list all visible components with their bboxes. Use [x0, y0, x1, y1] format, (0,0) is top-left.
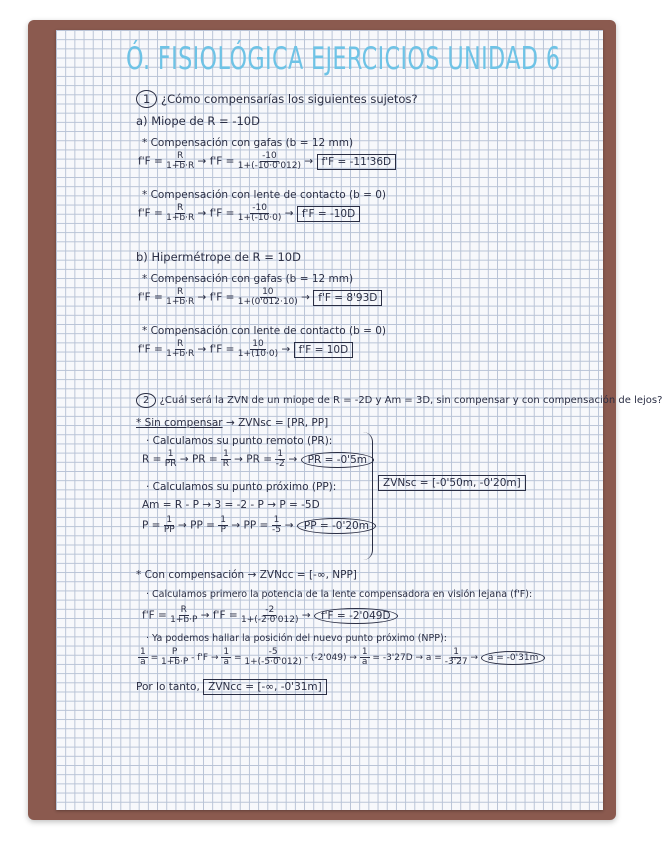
fraction	[238, 204, 282, 223]
fraction	[238, 340, 278, 359]
fraction	[221, 450, 231, 469]
formula-lhs: f'F =	[138, 291, 163, 304]
numerator: 1	[220, 515, 227, 525]
formula-part: = -3'27D → a =	[372, 653, 442, 663]
formula-row: f'F = $\frac{R}{1+b\cdot P}$ → f'F = $\frac{-2}{1+(-2\cdot 0'012)}$ → f'F = -2'049D	[142, 606, 398, 625]
conclusion-row	[136, 682, 327, 693]
zvn-sin-result: ZVNsc = [-0'50m, -0'20m]	[378, 475, 526, 491]
denominator: 1+(10·0)	[237, 349, 279, 359]
formula-part: - f'F →	[191, 653, 219, 663]
fraction	[275, 450, 285, 469]
formula-row: Am = R - P → 3 = -2 - P → P = -5D	[142, 499, 320, 511]
denominator: 1+b·R	[166, 297, 195, 307]
result-circle: f'F = -2'049D	[314, 608, 398, 624]
question-2	[136, 396, 662, 406]
denominator: 1+(-2·0'012)	[240, 615, 299, 625]
numerator: -2	[265, 605, 275, 615]
numerator: 1	[140, 647, 146, 657]
fraction	[221, 648, 231, 667]
question-text: ¿Cuál será la ZVN de un miope de R = -2D y Am = 3D, sin compensar y con compensación de lejos?	[159, 395, 662, 406]
denominator: R	[222, 459, 230, 469]
grid-paper-sheet	[56, 30, 662, 810]
fraction	[170, 606, 197, 625]
denominator: 1+b·P	[161, 657, 189, 667]
formula-row: f'F = $\frac{R}{1+b\cdot R}$ → f'F = $\frac{10}{1+(0'012\cdot 10)}$ → f'F = 8'93D	[138, 288, 382, 307]
case-row	[136, 418, 328, 429]
formula-row: P = $\frac{1}{PP}$ → PP = $\frac{1}{P}$ → PP = $\frac{1}{-5}$ → PP = -0'20m	[142, 516, 376, 535]
numerator: 1	[361, 647, 368, 657]
step-label: * Compensación con lente de contacto (b = 0)	[142, 189, 387, 201]
denominator: -3'27	[444, 657, 468, 667]
numerator: P	[171, 647, 178, 657]
formula-lhs: f'F =	[138, 207, 163, 220]
conclusion-label: Por lo tanto,	[136, 681, 200, 693]
case-label: * Sin compensar	[136, 417, 223, 429]
numerator: 1	[167, 449, 174, 459]
formula-row: f'F = $\frac{R}{1+b\cdot R}$ → f'F = $\frac{-10}{1+(-10\cdot 0)}$ → f'F = -10D	[138, 204, 360, 223]
denominator: 1+b·P	[170, 615, 198, 625]
formula-part: → PP =	[178, 519, 215, 532]
result-box: f'F = -10D	[297, 206, 360, 222]
denominator: PR	[164, 459, 177, 469]
denominator: -2	[275, 459, 285, 469]
formula-part: → PR =	[179, 453, 218, 466]
fraction	[360, 648, 370, 667]
formula-row: $\frac{1}{a}$ = $\frac{P}{1+b\cdot P}$ - f'F → $\frac{1}{a}$ = $\frac{-5}{1+(-5\cdot 0'012)}$ - (-2'049) → $\frac{1}{a}$ = -3'27D → a = $\frac{1}{-3'27}$ → a = -0'31m	[138, 648, 545, 667]
formula-part: R =	[142, 453, 162, 466]
denominator: P	[220, 525, 226, 535]
denominator: 1+b·R	[166, 349, 195, 359]
fraction	[165, 450, 177, 469]
numerator: R	[177, 203, 184, 213]
fraction	[218, 516, 228, 535]
result-circle: PR = -0'5m	[301, 452, 374, 468]
denominator: 1+(-10·0)	[237, 213, 282, 223]
step-label: * Compensación con gafas (b = 12 mm)	[142, 137, 354, 149]
formula-row: R = $\frac{1}{PR}$ → PR = $\frac{1}{R}$ → PR = $\frac{1}{-2}$ → PR = -0'5m	[142, 450, 374, 469]
formula-part: → PP =	[231, 519, 269, 532]
numerator: 1	[223, 449, 229, 459]
result-box	[378, 478, 526, 489]
formula-lhs: f'F =	[138, 155, 163, 168]
fraction	[445, 648, 468, 667]
section-heading: a) Miope de R = -10D	[136, 114, 260, 128]
numerator: 1	[166, 515, 173, 525]
fraction	[241, 606, 299, 625]
fraction	[138, 648, 148, 667]
step-label: · Calculamos su punto próximo (PP):	[146, 481, 337, 493]
fraction	[238, 152, 301, 171]
denominator: 1+(-10·0'012)	[237, 161, 302, 171]
fraction	[164, 516, 175, 535]
denominator: 1+b·R	[166, 161, 195, 171]
fraction	[166, 288, 194, 307]
numerator: 1	[223, 647, 230, 657]
numerator: 1	[277, 449, 284, 459]
fraction	[166, 204, 194, 223]
formula-lhs: f'F =	[142, 609, 167, 622]
curly-brace	[358, 432, 373, 560]
denominator: a	[140, 657, 146, 667]
denominator: -5	[272, 525, 282, 535]
step-label: * Compensación con lente de contacto (b = 0)	[142, 325, 387, 337]
result-circle: PP = -0'20m	[297, 518, 376, 534]
step-label: · Calculamos primero la potencia de la lente compensadora en visión lejana (f'F):	[146, 589, 533, 600]
fraction	[244, 648, 302, 667]
fraction	[238, 288, 298, 307]
denominator: PP	[163, 525, 175, 535]
denominator: a	[223, 657, 229, 667]
numerator: -5	[268, 647, 278, 657]
formula-row: f'F = $\frac{R}{1+b\cdot R}$ → f'F = $\frac{-10}{1+(-10\cdot 0'012)}$ → f'F = -11'36D	[138, 152, 396, 171]
numerator: R	[177, 339, 184, 349]
result-box: f'F = 10D	[294, 342, 354, 358]
formula-part: P =	[142, 519, 161, 532]
numerator: -10	[252, 203, 267, 213]
numerator: R	[177, 151, 184, 161]
numerator: -10	[262, 151, 277, 161]
denominator: 1+b·R	[166, 213, 195, 223]
fraction	[166, 152, 194, 171]
fraction	[166, 340, 194, 359]
question-text: ¿Cómo compensarías los siguientes sujetos?	[160, 92, 418, 106]
question-number: 1	[136, 90, 157, 108]
case-row	[136, 570, 357, 581]
fraction	[161, 648, 188, 667]
result-box: f'F = -11'36D	[317, 154, 397, 170]
denominator: a	[361, 657, 368, 667]
numerator: R	[177, 287, 184, 297]
step-label: · Calculamos su punto remoto (PR):	[146, 435, 333, 447]
fraction	[272, 516, 282, 535]
case-definition: → ZVNsc = [PR, PP]	[225, 417, 329, 429]
numerator: 1	[273, 515, 280, 525]
result-circle: a = -0'31m	[481, 651, 545, 665]
formula-row: f'F = $\frac{R}{1+b\cdot R}$ → f'F = $\frac{10}{1+(10\cdot 0)}$ → f'F = 10D	[138, 340, 353, 359]
conclusion-result: ZVNcc = [-∞, -0'31m]	[203, 679, 327, 695]
question-1	[136, 94, 418, 106]
question-number: 2	[136, 393, 156, 408]
formula-part: → PR =	[234, 453, 273, 466]
denominator: 1+(-5·0'012)	[244, 657, 302, 667]
formula-lhs: f'F =	[138, 343, 163, 356]
denominator: 1+(0'012·10)	[237, 297, 298, 307]
numerator: R	[180, 605, 187, 615]
step-label: * Compensación con gafas (b = 12 mm)	[142, 273, 354, 285]
numerator: 10	[252, 339, 264, 349]
page-title: Ó. FISIOLÓGICA EJERCICIOS UNIDAD 6	[126, 41, 561, 77]
numerator: 1	[453, 647, 460, 657]
case-label: * Con compensación	[136, 569, 245, 581]
result-box: f'F = 8'93D	[313, 290, 382, 306]
case-definition: → ZVNcc = [-∞, NPP]	[247, 569, 357, 581]
step-label: · Ya podemos hallar la posición del nuevo punto próximo (NPP):	[146, 633, 447, 644]
section-heading: b) Hipermétrope de R = 10D	[136, 250, 301, 264]
formula-part: - (-2'049) →	[304, 653, 357, 663]
numerator: 10	[262, 287, 274, 297]
